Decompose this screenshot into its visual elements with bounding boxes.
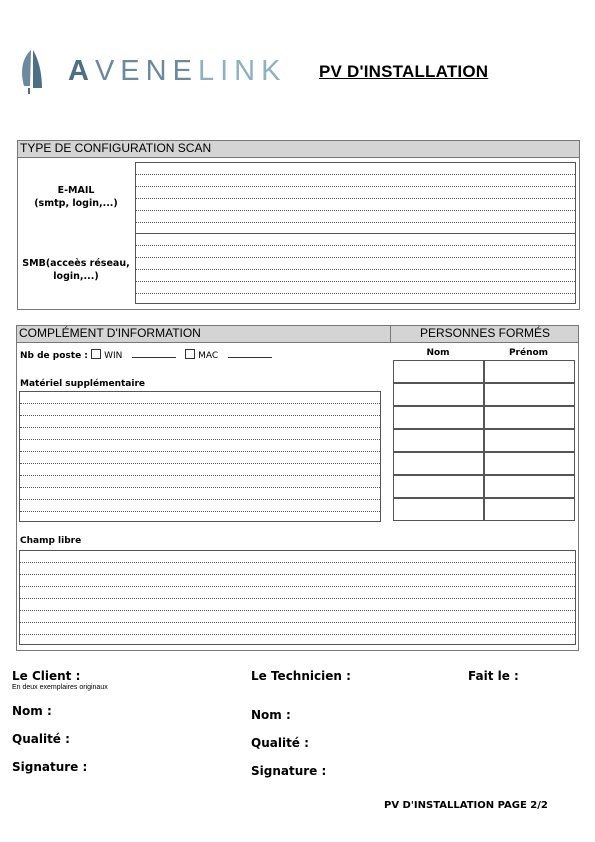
prenom-cell[interactable] xyxy=(484,360,575,383)
prenom-cell[interactable] xyxy=(484,429,575,452)
prenom-cell[interactable] xyxy=(484,498,575,521)
materiel-lines-field[interactable] xyxy=(19,391,381,522)
prenom-cell[interactable] xyxy=(484,452,575,475)
nom-cell[interactable] xyxy=(393,360,484,383)
scan-config-section xyxy=(17,140,580,310)
win-checkbox[interactable] xyxy=(91,349,101,359)
fait-le-label: Fait le : xyxy=(468,669,519,683)
client-signature-label: Signature : xyxy=(12,760,88,774)
col-prenom-header: Prénom xyxy=(508,348,549,358)
technicien-label: Le Technicien : xyxy=(251,669,351,683)
prenom-cell[interactable] xyxy=(484,406,575,429)
client-label: Le Client : xyxy=(12,669,81,683)
complement-header: COMPLÉMENT D'INFORMATION PERSONNES FORMÉS xyxy=(17,326,578,343)
client-qualite-label: Qualité : xyxy=(12,732,70,746)
nom-cell[interactable] xyxy=(393,383,484,406)
win-count-field[interactable] xyxy=(132,348,176,358)
champ-libre-label: Champ libre xyxy=(20,536,82,546)
nom-cell[interactable] xyxy=(393,475,484,498)
prenom-cell[interactable] xyxy=(484,475,575,498)
complement-section xyxy=(16,325,579,651)
nom-cell[interactable] xyxy=(393,406,484,429)
technicien-nom-label: Nom : xyxy=(251,708,291,722)
champ-libre-lines-field[interactable] xyxy=(19,550,576,645)
page-footer: PV D'INSTALLATION PAGE 2/2 xyxy=(384,800,548,811)
materiel-label: Matériel supplémentaire xyxy=(20,379,146,389)
technicien-qualite-label: Qualité : xyxy=(251,736,309,750)
prenom-cell[interactable] xyxy=(484,383,575,406)
personnes-table xyxy=(393,360,575,522)
smb-label: SMB(acceès réseau, login,...) xyxy=(22,258,130,282)
logo-sail-icon xyxy=(18,48,44,96)
email-label: E-MAIL (smtp, login,...) xyxy=(34,185,118,209)
client-nom-label: Nom : xyxy=(12,704,52,718)
nom-cell[interactable] xyxy=(393,429,484,452)
nom-cell[interactable] xyxy=(393,452,484,475)
technicien-signature-label: Signature : xyxy=(251,764,327,778)
mac-count-field[interactable] xyxy=(228,348,272,358)
nb-poste-row: Nb de poste : WIN MAC xyxy=(20,348,320,362)
logo-wordmark: AVENELINK xyxy=(68,55,287,87)
col-nom-header: Nom xyxy=(426,348,450,358)
mac-checkbox[interactable] xyxy=(185,349,195,359)
document-title: PV D'INSTALLATION xyxy=(319,62,489,81)
smb-lines-field[interactable] xyxy=(135,233,576,304)
email-lines-field[interactable] xyxy=(135,162,576,234)
personnes-header: PERSONNES FORMÉS xyxy=(390,326,579,342)
scan-config-header: TYPE DE CONFIGURATION SCAN xyxy=(18,141,579,158)
nom-cell[interactable] xyxy=(393,498,484,521)
client-note: En deux exemplaires originaux xyxy=(12,684,108,691)
